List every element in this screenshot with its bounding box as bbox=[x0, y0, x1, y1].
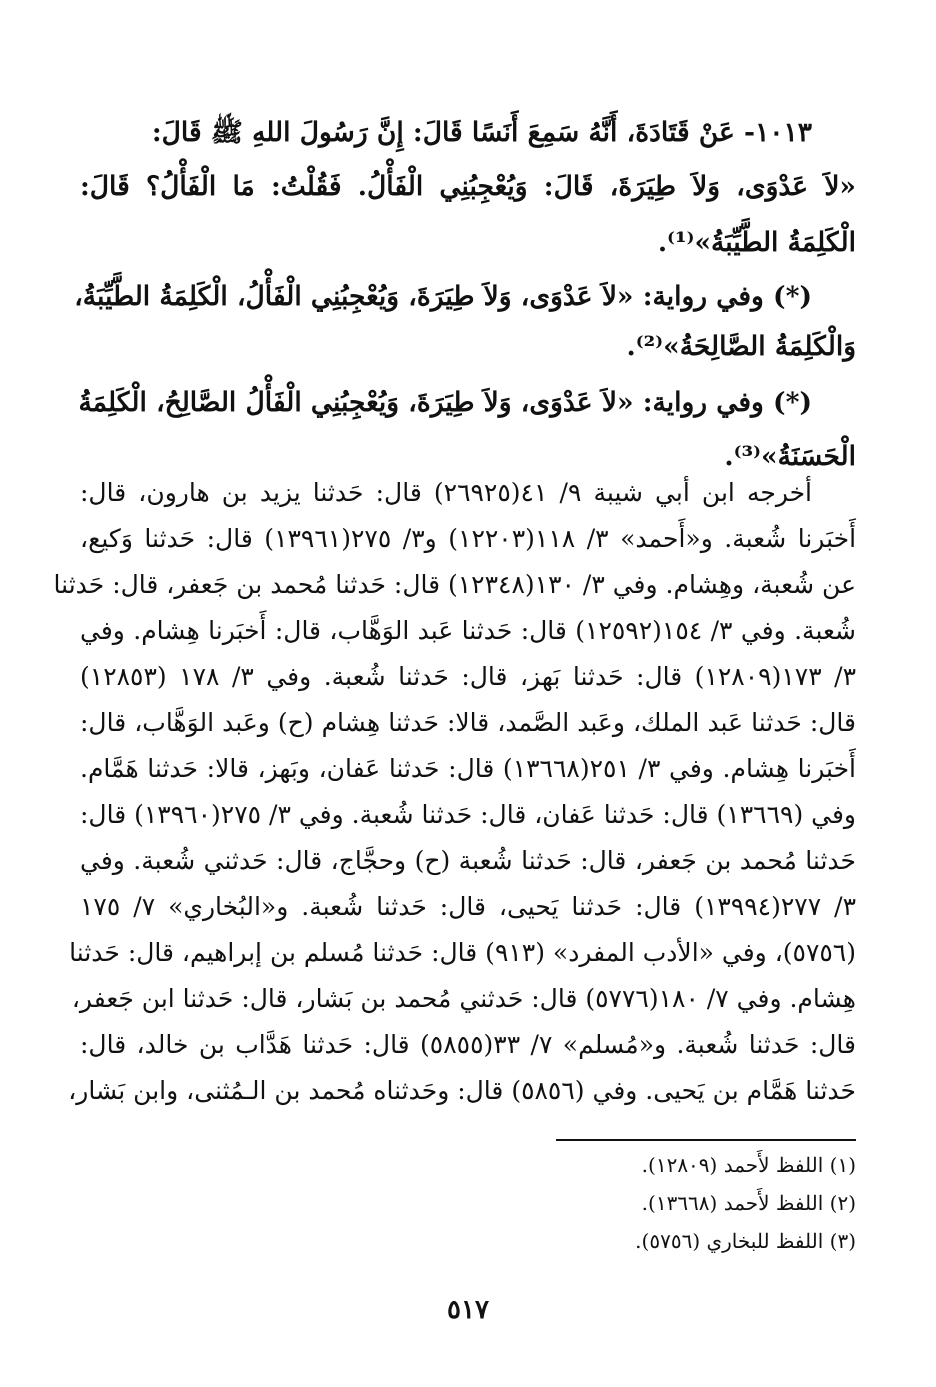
hadith-line: (*) وفي رواية: «لاَ عَدْوَى، وَلاَ طِيَرَةَ، وَيُعْجِبُنِي الْفَأْلُ، الْكَلِمَةُ الطَّيِّبَةُ، bbox=[74, 281, 812, 312]
footnote-item: (٢) اللفظ لأَحمد (١٣٦٦٨). bbox=[641, 1191, 856, 1215]
takhrij-line: أَخبَرنا شُعبة. و«أَحمد» ٣/ ١١٨(١٢٢٠٣) و٣/ ٢٧٥(١٣٩٦١) قال: حَدثنا وَكيع، bbox=[80, 524, 857, 553]
footnote-separator bbox=[556, 1139, 856, 1141]
hadith-line: الْحَسَنَةُ»⁽³⁾. bbox=[724, 441, 856, 472]
hadith-line: «لاَ عَدْوَى، وَلاَ طِيَرَةَ، قَالَ: وَيُعْجِبُنِي الْفَأْلُ. فَقُلْتُ: مَا الْفَأْلُ؟ قَالَ: bbox=[80, 171, 856, 202]
page-number: ٥١٧ bbox=[447, 1295, 489, 1325]
footnote-item: (١) اللفظ لأَحمد (١٢٨٠٩). bbox=[641, 1153, 856, 1177]
takhrij-line: أَخبَرنا هِشام. وفي ٣/ ٢٥١(١٣٦٦٨) قال: حَدثنا عَفان، وبَهز، قالا: حَدثنا هَمَّام. bbox=[80, 754, 856, 783]
footnote-item: (٣) اللفظ للبخاري (٥٧٥٦). bbox=[635, 1229, 856, 1253]
takhrij-line: حَدثنا مُحمد بن جَعفر، قال: حَدثنا شُعبة (ح) وحجَّاج، قال: حَدثني شُعبة. وفي bbox=[80, 846, 856, 875]
takhrij-line: حَدثنا هَمَّام بن يَحيى. وفي (٥٨٥٦) قال: وحَدثناه مُحمد بن الـمُثنى، وابن بَشار، bbox=[68, 1076, 856, 1105]
takhrij-line: عن شُعبة، وهِشام. وفي ٣/ ١٣٠(١٢٣٤٨) قال: حَدثنا مُحمد بن جَعفر، قال: حَدثنا bbox=[53, 570, 856, 599]
takhrij-line: (٥٧٥٦)، وفي «الأدب المفرد» (٩١٣) قال: حَدثنا مُسلم بن إبراهيم، قال: حَدثنا bbox=[69, 938, 856, 967]
hadith-line: ١٠١٣- عَنْ قَتَادَةَ، أَنَّهُ سَمِعَ أَنَسًا قَالَ: إِنَّ رَسُولَ اللهِ ﷺ قَالَ: bbox=[151, 117, 812, 148]
hadith-line: (*) وفي رواية: «لاَ عَدْوَى، وَلاَ طِيَرَةَ، وَيُعْجِبُنِي الْفَأْلُ الصَّالِحُ، الْكَلِمَةُ bbox=[78, 387, 812, 418]
takhrij-line: ٣/ ١٧٣(١٢٨٠٩) قال: حَدثنا بَهز، قال: حَدثنا شُعبة. وفي ٣/ ١٧٨ (١٢٨٥٣) bbox=[80, 662, 857, 691]
takhrij-line: شُعبة. وفي ٣/ ١٥٤(١٢٥٩٢) قال: حَدثنا عَبد الوَهَّاب، قال: أَخبَرنا هِشام. وفي bbox=[80, 616, 856, 645]
takhrij-line: وفي (١٣٦٦٩) قال: حَدثنا عَفان، قال: حَدثنا شُعبة. وفي ٣/ ٢٧٥(١٣٩٦٠) قال: bbox=[80, 800, 856, 829]
takhrij-line: قال: حَدثنا عَبد الملك، وعَبد الصَّمد، قالا: حَدثنا هِشام (ح) وعَبد الوَهَّاب، قال: bbox=[80, 708, 856, 737]
takhrij-line: أخرجه ابن أبي شيبة ٩/ ٤١(٢٦٩٢٥) قال: حَدثنا يزيد بن هارون، قال: bbox=[80, 478, 813, 507]
takhrij-line: هِشام. وفي ٧/ ١٨٠(٥٧٧٦) قال: حَدثني مُحمد بن بَشار، قال: حَدثنا ابن جَعفر، bbox=[71, 984, 856, 1013]
takhrij-line: ٣/ ٢٧٧(١٣٩٩٤) قال: حَدثنا يَحيى، قال: حَدثنا شُعبة. و«البُخاري» ٧/ ١٧٥ bbox=[80, 892, 857, 921]
hadith-line: الْكَلِمَةُ الطَّيِّبَةُ»⁽¹⁾. bbox=[657, 227, 856, 258]
hadith-line: وَالْكَلِمَةُ الصَّالِحَةُ»⁽²⁾. bbox=[626, 331, 856, 362]
takhrij-line: قال: حَدثنا شُعبة. و«مُسلم» ٧/ ٣٣(٥٨٥٥) قال: حَدثنا هَدَّاب بن خالد، قال: bbox=[80, 1030, 856, 1059]
